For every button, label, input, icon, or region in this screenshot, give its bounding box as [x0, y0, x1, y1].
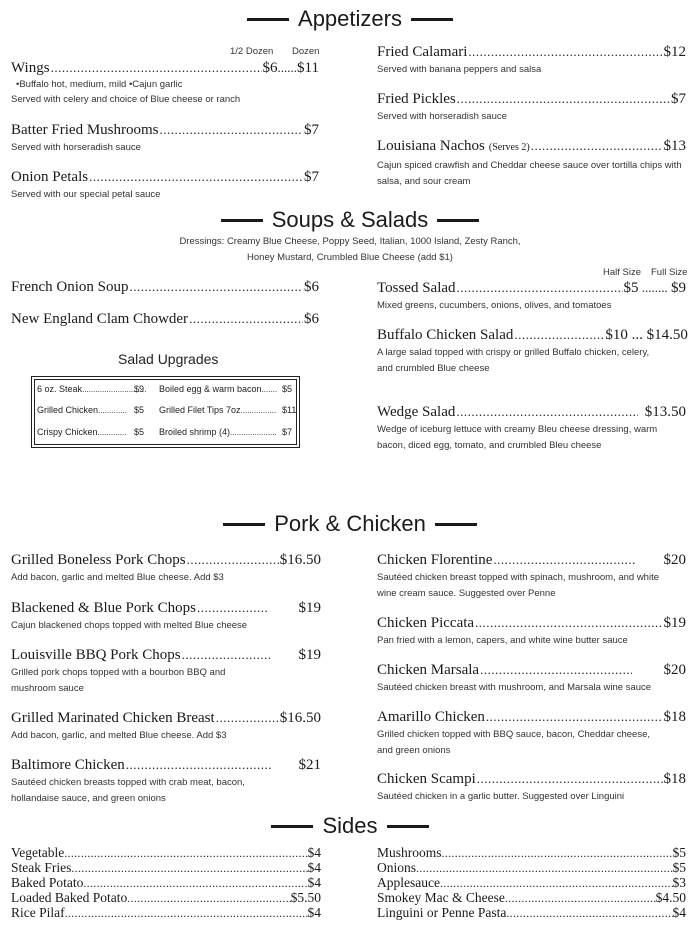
item-options: •Buffalo hot, medium, mild •Cajun garlic — [16, 79, 183, 90]
section-title-appetizers: Appetizers — [0, 6, 700, 32]
dressings-line: Dressings: Creamy Blue Cheese, Poppy Seed, Italian, 1000 Island, Zesty Ranch, — [179, 236, 521, 247]
menu-item-chicken-marsala: Chicken Marsala ..... $20 Sautéed chicken breast with mushroom, and Marsala wine sauce — [377, 661, 686, 696]
title-rule — [271, 825, 313, 828]
side-item: Smokey Mac & Cheese ..... $4.50 — [377, 890, 686, 906]
upgrade-price: $5 — [134, 405, 145, 415]
upgrade-price: $7 — [282, 427, 293, 437]
item-description: Grilled chicken topped with BBQ sauce, bacon, Cheddar cheese, and green onions — [377, 729, 651, 756]
title-rule — [221, 219, 263, 222]
menu-item-batter-fried-mushrooms: Batter Fried Mushrooms ..... $7 Served with horseradish sauce — [11, 121, 319, 156]
title-rule — [437, 219, 479, 222]
menu-item-chicken-scampi: Chicken Scampi ..... $18 Sautéed chicken in a garlic butter. Suggested over Linguini — [377, 770, 686, 805]
item-description: Grilled pork chops topped with a bourbon BBQ and mushroom sauce — [11, 667, 226, 694]
section-title-pork-chicken: Pork & Chicken — [0, 511, 700, 537]
item-description: Served with horseradish sauce — [377, 111, 507, 122]
item-description: Wedge of iceburg lettuce with creamy Bleu cheese dressing, warm bacon, diced egg, tomato, and crumbled Bleu cheese — [377, 424, 658, 451]
item-description: Served with celery and choice of Blue cheese or ranch — [11, 94, 241, 105]
item-description: Sautéed chicken breasts topped with crab meat, bacon, hollandaise sauce, and green onions — [11, 777, 245, 804]
size-header-full: Full Size — [651, 267, 688, 278]
upgrade-item: Crispy Chicken ..... — [37, 427, 127, 437]
menu-item-french-onion-soup: French Onion Soup ..... $6 — [11, 278, 319, 296]
upgrade-item: Grilled Filet Tips 7oz ..... — [159, 405, 277, 415]
side-item: Mushrooms ..... $5 — [377, 845, 686, 861]
menu-item-chicken-florentine: Chicken Florentine ..... $20 Sautéed chicken breast topped with spinach, mushroom, and white wine cream sauce. Suggested over Penne — [377, 551, 686, 602]
salad-upgrades-title: Salad Upgrades — [118, 351, 219, 367]
item-description: A large salad topped with crispy or grilled Buffalo chicken, celery, and crumbled Blue cheese — [377, 347, 650, 374]
menu-item-blackened-blue-pork-chops: Blackened & Blue Pork Chops ..... $19 Cajun blackened chops topped with melted Blue cheese — [11, 599, 321, 634]
item-description: Cajun blackened chops topped with melted Blue cheese — [11, 620, 248, 631]
upgrade-item: Boiled egg & warm bacon ..... — [159, 384, 277, 394]
menu-item-amarillo-chicken: Amarillo Chicken ..... $18 Grilled chicken topped with BBQ sauce, bacon, Cheddar cheese, and green onions — [377, 708, 686, 759]
title-rule — [435, 523, 477, 526]
menu-item-grilled-boneless-pork-chops: Grilled Boneless Pork Chops ..... $16.50 Add bacon, garlic and melted Blue cheese. Add $3 — [11, 551, 321, 586]
menu-item-tossed-salad: Tossed Salad ..... $5 ........ $9 Mixed greens, cucumbers, onions, olives, and tomatoes — [377, 279, 686, 314]
upgrade-item: 6 oz. Steak ..... — [37, 384, 147, 394]
side-item: Loaded Baked Potato ..... $5.50 — [11, 890, 321, 906]
upgrade-price: $11 — [282, 405, 297, 415]
size-header-half: Half Size — [603, 267, 642, 278]
title-rule — [247, 18, 289, 21]
upgrade-item: Grilled Chicken ..... — [37, 405, 127, 415]
side-item: Vegetable ..... $4 — [11, 845, 321, 861]
menu-item-baltimore-chicken: Baltimore Chicken ..... $21 Sautéed chicken breasts topped with crab meat, bacon, hollandaise sauce, and green onions — [11, 756, 321, 807]
title-rule — [387, 825, 429, 828]
section-title-sides: Sides — [0, 813, 700, 839]
item-description: Cajun spiced crawfish and Cheddar cheese sauce over tortilla chips with salsa, and sour cream — [377, 160, 682, 187]
item-description: Sautéed chicken breast topped with spinach, mushroom, and white wine cream sauce. Suggested over Penne — [377, 572, 659, 599]
size-header-dozen: Dozen — [292, 46, 320, 57]
side-item: Steak Fries ..... $4 — [11, 860, 321, 876]
menu-item-grilled-marinated-chicken: Grilled Marinated Chicken Breast ..... $16.50 Add bacon, garlic, and melted Blue cheese. Add $3 — [11, 709, 321, 744]
menu-item-fried-calamari: Fried Calamari ..... $12 Served with banana peppers and salsa — [377, 43, 686, 78]
title-rule — [411, 18, 453, 21]
size-header-half-dozen: 1/2 Dozen — [230, 46, 274, 57]
menu-item-buffalo-chicken-salad: Buffalo Chicken Salad ..... $10 ... $14.50 A large salad topped with crispy or grilled Buffalo chicken, celery, and crumbled Blue cheese — [377, 326, 686, 377]
menu-item-wings: Wings ..... $6 ...... $11 •Buffalo hot, medium, mild •Cajun garlic Served with celery and choice of Blue cheese or ranch — [11, 59, 319, 107]
side-item: Applesauce ..... $3 — [377, 875, 686, 891]
upgrade-item: Broiled shrimp (4) ..... — [159, 427, 277, 437]
menu-item-louisiana-nachos: Louisiana Nachos (Serves 2) ..... $13 Cajun spiced crawfish and Cheddar cheese sauce over tortilla chips with salsa, and sour cream — [377, 137, 686, 190]
menu-item-chicken-piccata: Chicken Piccata ..... $19 Pan fried with a lemon, capers, and white wine butter sauce — [377, 614, 686, 649]
item-description: Sautéed chicken in a garlic butter. Suggested over Linguini — [377, 791, 625, 802]
menu-item-louisville-bbq-pork-chops: Louisville BBQ Pork Chops ..... $19 Grilled pork chops topped with a bourbon BBQ and mushroom sauce — [11, 646, 321, 697]
menu-item-fried-pickles: Fried Pickles ..... $7 Served with horseradish sauce — [377, 90, 686, 125]
upgrade-price: $5 — [134, 427, 145, 437]
side-item: Onions ..... $5 — [377, 860, 686, 876]
menu-item-onion-petals: Onion Petals ..... $7 Served with our special petal sauce — [11, 168, 319, 203]
side-item: Baked Potato ..... $4 — [11, 875, 321, 891]
item-description: Mixed greens, cucumbers, onions, olives, and tomatoes — [377, 300, 612, 311]
item-description: Pan fried with a lemon, capers, and white wine butter sauce — [377, 635, 628, 646]
section-title-soups-salads: Soups & Salads — [0, 207, 700, 233]
side-item: Linguini or Penne Pasta ..... $4 — [377, 905, 686, 921]
menu-item-wedge-salad: Wedge Salad ..... $13.50 Wedge of iceburg lettuce with creamy Bleu cheese dressing, warm bacon, diced egg, tomato, and crumbled Bleu cheese — [377, 403, 686, 454]
title-rule — [223, 523, 265, 526]
menu-item-clam-chowder: New England Clam Chowder ..... $6 — [11, 310, 319, 328]
dressings-line: Honey Mustard, Crumbled Blue Cheese (add $1) — [247, 252, 453, 263]
item-description: Served with horseradish sauce — [11, 142, 141, 153]
side-item: Rice Pilaf ..... $4 — [11, 905, 321, 921]
item-description: Add bacon, garlic, and melted Blue cheese. Add $3 — [11, 730, 227, 741]
upgrade-price: $5 — [282, 384, 293, 394]
item-description: Sautéed chicken breast with mushroom, and Marsala wine sauce — [377, 682, 652, 693]
item-description: Add bacon, garlic and melted Blue cheese. Add $3 — [11, 572, 224, 583]
item-description: Served with banana peppers and salsa — [377, 64, 542, 75]
item-description: Served with our special petal sauce — [11, 189, 161, 200]
upgrade-price: $9 — [134, 384, 145, 394]
